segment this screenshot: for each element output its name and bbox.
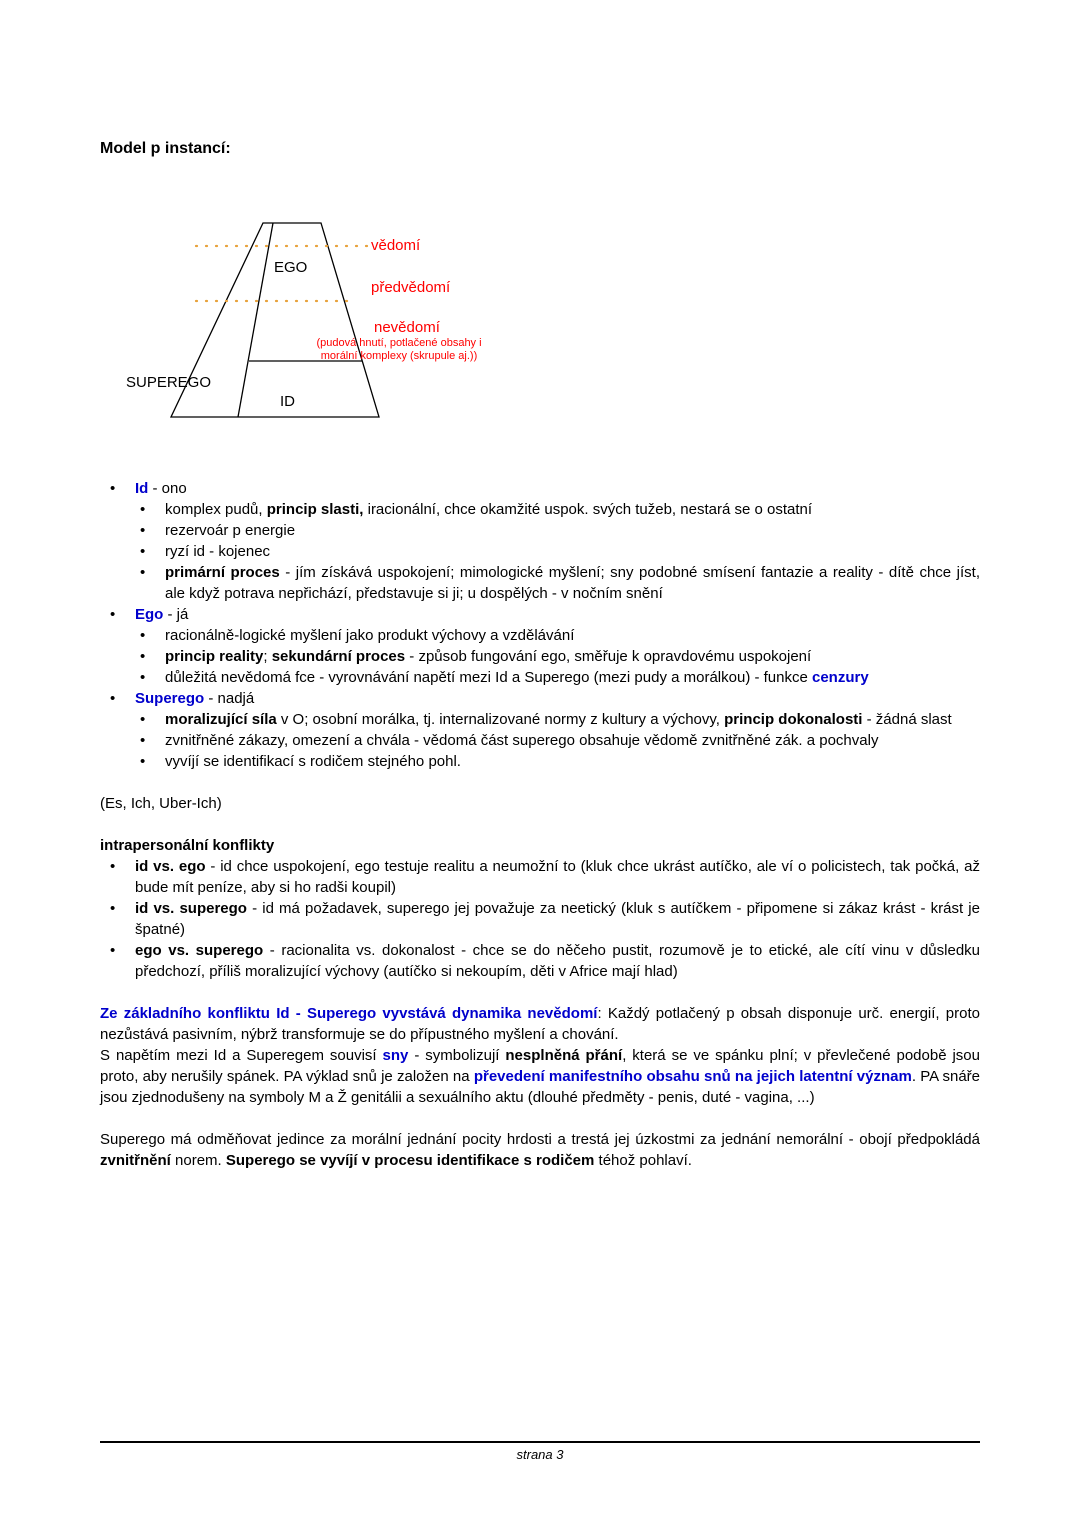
freud-terms-note: (Es, Ich, Uber-Ich): [100, 795, 222, 812]
conscious-label: vědomí: [371, 237, 421, 254]
bullet: •: [110, 900, 116, 917]
bullet: •: [110, 606, 116, 623]
bullet: •: [110, 480, 116, 497]
list-item-text: komplex pudů, princip slasti, iracionální, chce okamžité uspok. svých tužeb, nestará se o ostatní: [165, 501, 813, 518]
list-item: [100, 499, 980, 520]
list-item-text: zvnitřněné zákazy, omezení a chvála - vědomá část superego obsahuje vědomě zvnitřněné zák. a pochvaly: [165, 732, 879, 749]
list-item-text: rezervoár p energie: [165, 522, 296, 539]
preconscious-label: předvědomí: [371, 279, 451, 296]
list-item: [100, 856, 980, 898]
list-item-text: id vs. ego - id chce uspokojení, ego testuje realitu a neumožní to (kluk chce ukrást autíčko, ale ví o policistech, tak počká, až bude mít peníze, aby si ho radši koupil): [135, 858, 980, 896]
list-item: [100, 520, 980, 541]
list-item-text: moralizující síla v O; osobní morálka, tj. internalizované normy z kultury a výchovy, princip dokonalosti - žádná slast: [165, 711, 952, 728]
psyche-instances-list: [100, 478, 980, 772]
list-item-text: Ego - já: [135, 606, 189, 623]
bullet: •: [140, 669, 146, 686]
bullet: •: [140, 732, 146, 749]
diagram-area: [100, 159, 980, 478]
list-item: [100, 940, 980, 982]
list-item: [100, 709, 980, 730]
footer-divider: [100, 1441, 980, 1443]
page-number: strana 3: [516, 1447, 564, 1462]
list-item: [100, 478, 980, 499]
list-item: [100, 688, 980, 709]
list-item: [100, 646, 980, 667]
list-item-text: ryzí id - kojenec: [165, 543, 271, 560]
bullet: •: [110, 942, 116, 959]
list-item-text: id vs. superego - id má požadavek, superego jej považuje za neetický (kluk s autíčkem - připomene si zákaz krást - krást je špatné): [135, 900, 980, 938]
unconscious-note-line1: (pudová hnutí, potlačené obsahy i: [316, 337, 482, 349]
unconscious-label: nevědomí: [374, 319, 440, 336]
list-item: [100, 541, 980, 562]
list-item: [100, 625, 980, 646]
document-content: [100, 0, 980, 1171]
bullet: •: [140, 648, 146, 665]
paragraph-superego-function: Superego má odměňovat jedince za morální jednání pocity hrdosti a trestá jej úzkostmi za jednání nemorální - obojí předpokládá zvnitřnění norem. Superego se vyvíjí v procesu identifikace s rodičem téhož pohlaví.: [100, 1131, 980, 1169]
bullet: •: [140, 711, 146, 728]
list-item: [100, 751, 980, 772]
list-item: [100, 604, 980, 625]
bullet: •: [140, 627, 146, 644]
unconscious-note-line2: morální komplexy (skrupule aj.)): [320, 350, 478, 362]
list-item-text: princip reality; sekundární proces - způsob fungování ego, směřuje k opravdovému uspokojení: [165, 648, 812, 665]
list-item-text: primární proces - jím získává uspokojení; mimologické myšlení; sny podobné smísení fantazie a reality - dítě chce jíst, ale když potrava nepřichází, představuje si ji; u dospělých - v nočním snění: [165, 564, 980, 602]
list-item-text: racionálně-logické myšlení jako produkt výchovy a vzdělávání: [165, 627, 575, 644]
bullet: •: [140, 543, 146, 560]
paragraph-dreams: S napětím mezi Id a Superegem souvisí sny - symbolizují nesplněná přání, která se ve spánku plní; v převlečené podobě jsou proto, aby nerušily spánek. PA výklad snů je založen na převedení manifestního obsahu snů na jejich latentní význam. PA snáře jsou zjednodušeny na symboly M a Ž genitálii a sexuálního aktu (dlouhé předměty - penis, duté - vagina, ...): [100, 1047, 981, 1106]
bullet: •: [110, 690, 116, 707]
page-title: Model p instancí:: [100, 140, 231, 157]
list-item-text: důležitá nevědomá fce - vyrovnávání napětí mezi Id a Superego (mezi pudy a morálkou) - funkce cenzury: [165, 669, 869, 686]
paragraph-unconscious-dynamics: Ze základního konfliktu Id - Superego vyvstává dynamika nevědomí: Každý potlačený p obsah disponuje urč. energií, proto nezůstává pasivním, nýbrž transformuje se do přípustného myšlení a chování.: [100, 1005, 980, 1043]
bullet: •: [140, 501, 146, 518]
bullet: •: [110, 858, 116, 875]
bullet: •: [140, 564, 146, 581]
list-item-text: ego vs. superego - racionalita vs. dokonalost - chce se do něčeho pustit, rozumově je to etické, ale cítí vinu v důsledku předchozí, příliš moralizující výchovy (autíčko si nekoupím, děti v Africe mají hlad): [135, 942, 981, 980]
list-item: [100, 667, 980, 688]
conflicts-list: [100, 856, 980, 982]
superego-label: SUPEREGO: [126, 374, 212, 391]
list-item: [100, 730, 980, 751]
list-item: [100, 898, 980, 940]
list-item: [100, 562, 980, 604]
id-label: ID: [280, 393, 295, 410]
conflicts-heading: intrapersonální konflikty: [100, 837, 275, 854]
list-item-text: Id - ono: [135, 480, 187, 497]
bullet: •: [140, 522, 146, 539]
ego-label: EGO: [274, 259, 308, 276]
list-item-text: vyvíjí se identifikací s rodičem stejného pohl.: [165, 753, 461, 770]
bullet: •: [140, 753, 146, 770]
list-item-text: Superego - nadjá: [135, 690, 255, 707]
